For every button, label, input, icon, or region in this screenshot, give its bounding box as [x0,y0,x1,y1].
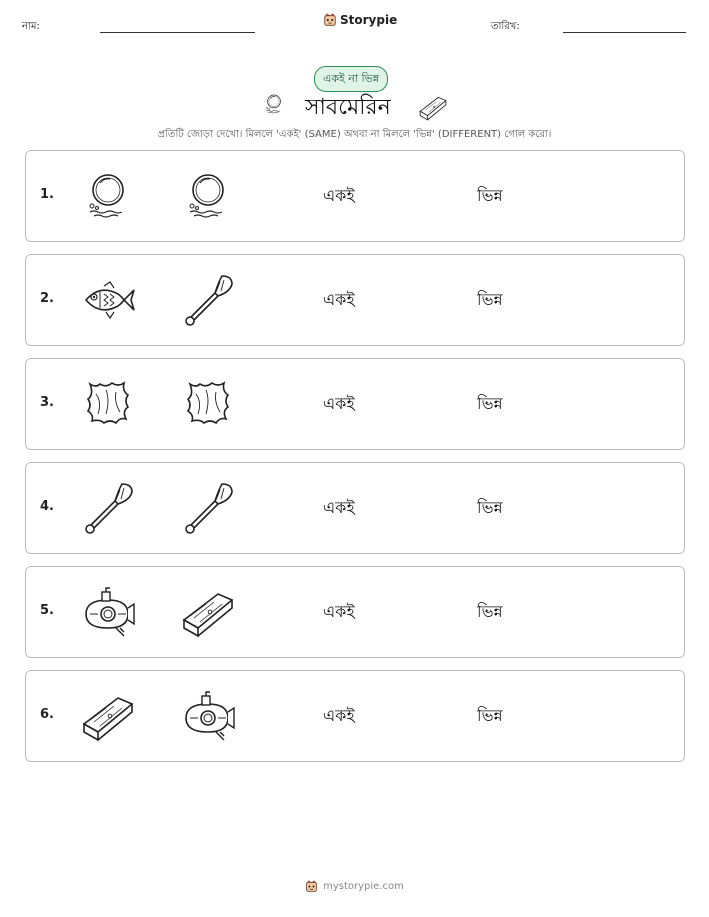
same-option[interactable]: একই [323,706,355,725]
wood-plank-icon [180,584,236,640]
exercise-number: 1. [40,187,54,202]
different-option[interactable]: ভিন্ন [477,394,503,413]
bubble-icon [80,168,136,224]
same-option[interactable]: একই [323,602,355,621]
submarine-icon [180,688,236,744]
oar-icon [80,480,136,536]
worksheet-type-badge: একই না ভিন্ন [314,66,388,92]
same-option[interactable]: একই [323,394,355,413]
exercise-number: 5. [40,603,54,618]
name-write-line [100,32,255,33]
exercise-number: 2. [40,291,54,306]
page-header [0,0,709,50]
exercise-row [25,462,685,554]
fish-icon [80,272,136,328]
storypie-logo-icon [305,880,318,893]
different-option[interactable]: ভিন্ন [477,706,503,725]
different-option[interactable]: ভিন্ন [477,186,503,205]
date-write-line [563,32,686,33]
exercise-row [25,150,685,242]
submarine-icon [80,584,136,640]
footer-url: mystorypie.com [323,881,404,892]
name-label: নাম: [22,21,40,32]
same-option[interactable]: একই [323,290,355,309]
oar-icon [180,272,236,328]
oar-icon [180,480,236,536]
same-option[interactable]: একই [323,186,355,205]
footer [0,880,709,893]
exercise-number: 3. [40,395,54,410]
animal-hide-icon [80,376,136,432]
wood-plank-icon [418,92,448,122]
date-label: তারিখ: [491,21,520,32]
exercise-row [25,670,685,762]
animal-hide-icon [180,376,236,432]
title-row [0,90,709,124]
storypie-logo-icon [323,13,337,27]
exercise-number: 4. [40,499,54,514]
bubble-icon [262,92,286,116]
brand-name: Storypie [340,13,398,27]
brand-logo [323,13,397,27]
different-option[interactable]: ভিন্ন [477,290,503,309]
bubble-icon [180,168,236,224]
different-option[interactable]: ভিন্ন [477,602,503,621]
exercise-row [25,566,685,658]
same-option[interactable]: একই [323,498,355,517]
exercise-number: 6. [40,707,54,722]
wood-plank-icon [80,688,136,744]
exercise-row [25,254,685,346]
exercise-row [25,358,685,450]
instructions: প্রতিটি জোড়া দেখো। মিললে 'একই' (SAME) অথবা না মিললে 'ভিন্ন' (DIFFERENT) গোল করো। [157,129,552,140]
page-title: সাবমেরিন [305,95,391,120]
different-option[interactable]: ভিন্ন [477,498,503,517]
